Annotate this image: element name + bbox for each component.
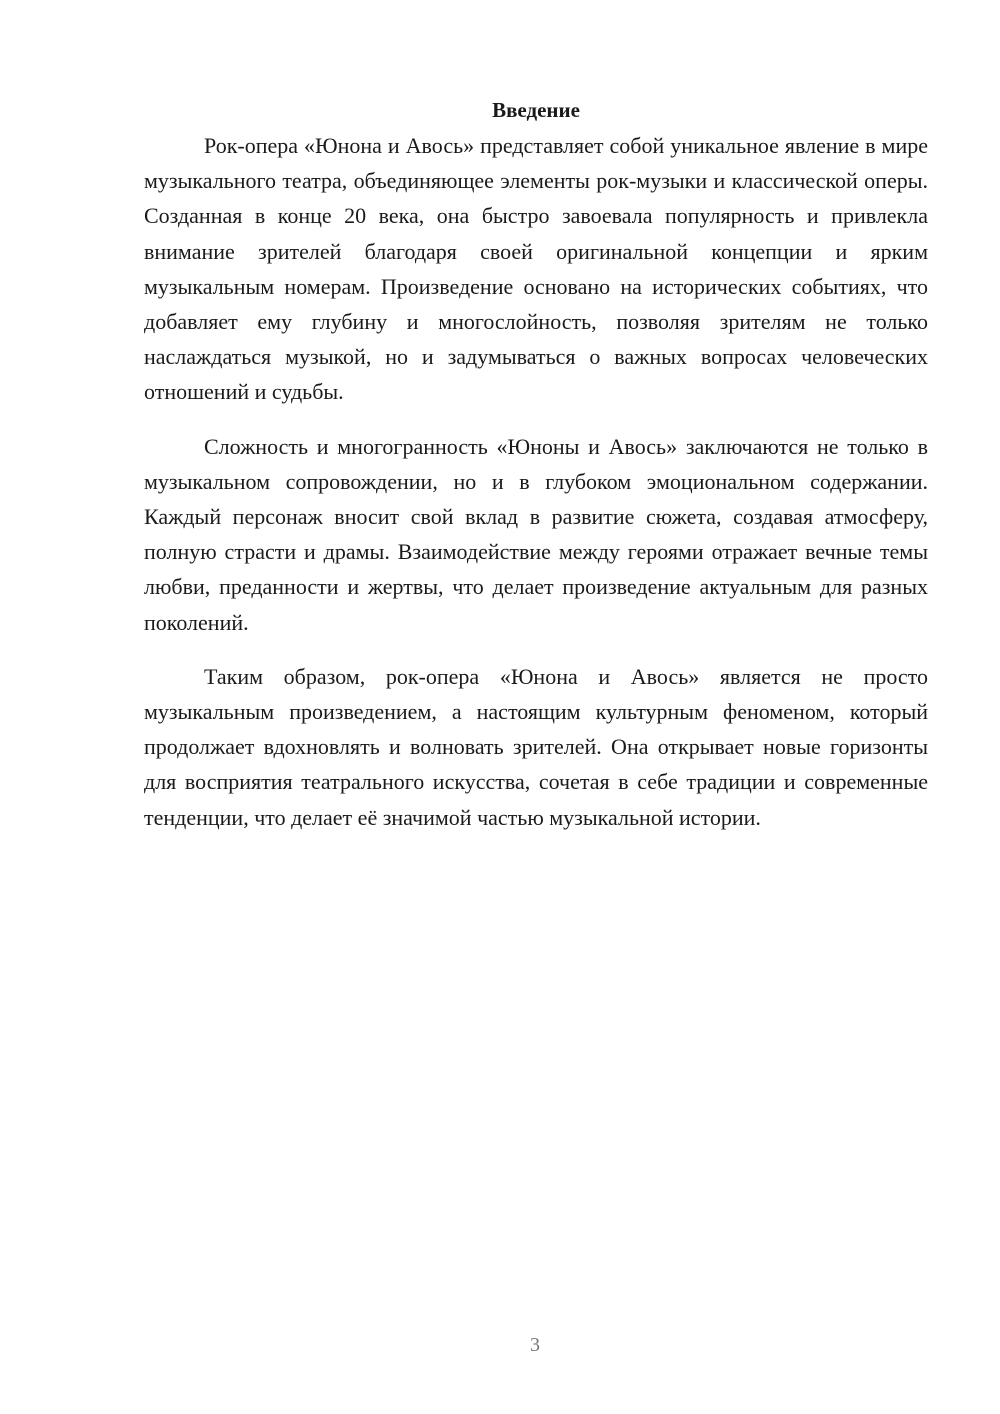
page-number: 3 <box>530 1334 540 1356</box>
paragraph-conclusion: Таким образом, рок-опера «Юнона и Авось» является не просто музыкальным произведением, а настоящим культурным феноменом, который продолжает вдохновлять и волновать зрителей. Она открывает новые горизонты для восприятия театрального искусства, сочетая в себе традиции и современные тенденции, что делает её значимой частью музыкальной истории. <box>144 663 928 830</box>
section-heading: Введение <box>492 98 580 122</box>
page-content <box>144 93 928 835</box>
paragraph-intro: Рок-опера «Юнона и Авось» представляет собой уникальное явление в мире музыкального театра, объединяющее элементы рок-музыки и классической оперы. Созданная в конце 20 века, она быстро завоевала популярность и привлекла внимание зрителей благодаря своей оригинальной концепции и ярким музыкальным номерам. Произведение основано на исторических событиях, что добавляет ему глубину и многослойность, позволяя зрителям не только наслаждаться музыкой, но и задумываться о важных вопросах человеческих отношений и судьбы. <box>144 133 928 405</box>
paragraph-complexity: Сложность и многогранность «Юноны и Авось» заключаются не только в музыкальном сопровождении, но и в глубоком эмоциональном содержании. Каждый персонаж вносит свой вклад в развитие сюжета, создавая атмосферу, полную страсти и драмы. Взаимодействие между героями отражает вечные темы любви, преданности и жертвы, что делает произведение актуальным для разных поколений. <box>144 433 928 635</box>
